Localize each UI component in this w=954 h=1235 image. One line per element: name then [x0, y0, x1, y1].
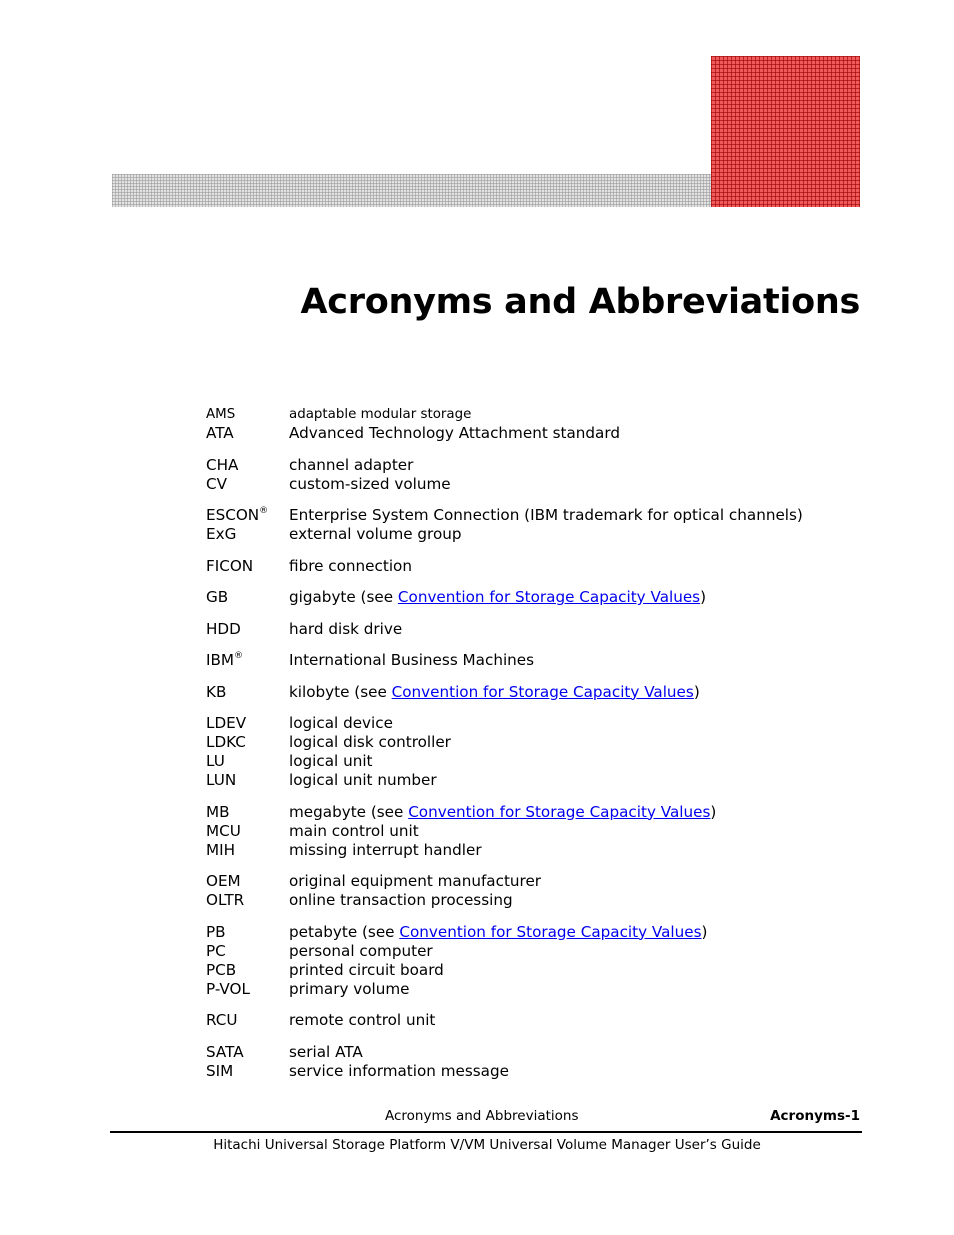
- acronym-list: [206, 405, 846, 1093]
- acronym-definition: adaptable modular storage: [289, 407, 472, 422]
- acronym-definition: International Business Machines: [289, 651, 535, 669]
- acronym-term: CV: [206, 474, 227, 493]
- acronym-term: [206, 506, 289, 525]
- acronym-definition: personal computer: [289, 941, 433, 960]
- acronym-row-pvol: [206, 980, 846, 999]
- acronym-row-cv: [206, 475, 846, 494]
- footer-guide-title: Hitachi Universal Storage Platform V/VM Universal Volume Manager User’s Guide: [213, 1137, 761, 1153]
- acronym-term: LDEV: [206, 714, 247, 732]
- acronym-definition: main control unit: [289, 821, 419, 840]
- acronym-row-pcb: [206, 961, 846, 980]
- acronym-group-a: [206, 405, 846, 443]
- acronym-term: P-VOL: [206, 979, 250, 998]
- acronym-row-lun: [206, 771, 846, 790]
- convention-link-gb[interactable]: Convention for Storage Capacity Values: [397, 588, 701, 606]
- acronym-term: MIH: [206, 840, 236, 859]
- acronym-group-k: [206, 683, 846, 702]
- acronym-term: PB: [206, 922, 226, 941]
- acronym-row-rcu: [206, 1011, 846, 1030]
- definition-prefix: kilobyte (see: [289, 682, 392, 701]
- acronym-term: PC: [206, 941, 226, 960]
- acronym-row-exg: [206, 525, 846, 544]
- acronym-term: GB: [206, 588, 229, 606]
- acronym-term-text: IBM: [206, 651, 235, 669]
- acronym-definition: Advanced Technology Attachment standard: [289, 424, 620, 442]
- acronym-group-o: [206, 872, 846, 910]
- acronym-definition: external volume group: [289, 525, 462, 543]
- definition-prefix: megabyte (see: [289, 802, 409, 821]
- acronym-term: MCU: [206, 821, 241, 840]
- acronym-definition: online transaction processing: [289, 891, 513, 909]
- acronym-term: SATA: [206, 1042, 244, 1061]
- acronym-group-i: [206, 651, 846, 670]
- acronym-row-ams: [206, 405, 846, 424]
- acronym-term: AMS: [206, 407, 236, 422]
- acronym-definition: Enterprise System Connection (IBM trademark for optical channels): [289, 506, 803, 524]
- acronym-definition: logical unit number: [289, 771, 437, 789]
- acronym-definition: hard disk drive: [289, 619, 403, 638]
- acronym-row-ibm: [206, 651, 846, 670]
- acronym-definition: [289, 923, 707, 942]
- acronym-term-text: ESCON: [206, 506, 260, 524]
- acronym-group-m: [206, 803, 846, 860]
- acronym-row-ata: [206, 424, 846, 443]
- acronym-definition: [289, 588, 706, 607]
- acronym-definition: original equipment manufacturer: [289, 872, 542, 890]
- acronym-row-oltr: [206, 891, 846, 910]
- acronym-group-s: [206, 1043, 846, 1081]
- acronym-term: [206, 651, 289, 670]
- acronym-definition: fibre connection: [289, 556, 412, 575]
- acronym-term: LUN: [206, 771, 237, 789]
- acronym-row-gb: [206, 588, 846, 607]
- acronym-term: LDKC: [206, 733, 246, 751]
- definition-prefix: gigabyte (see: [289, 588, 398, 606]
- acronym-definition: channel adapter: [289, 455, 414, 474]
- acronym-row-sata: [206, 1043, 846, 1062]
- acronym-group-p: [206, 923, 846, 999]
- acronym-group-f: [206, 557, 846, 576]
- acronym-term: RCU: [206, 1011, 238, 1029]
- acronym-row-pc: [206, 942, 846, 961]
- definition-suffix: ): [700, 588, 707, 606]
- definition-suffix: ): [710, 802, 717, 821]
- acronym-definition: logical disk controller: [289, 733, 451, 751]
- acronym-row-mb: [206, 803, 846, 822]
- acronym-definition: [289, 803, 716, 822]
- registered-mark: ®: [234, 651, 244, 661]
- footer-section-title: Acronyms and Abbreviations: [385, 1108, 579, 1124]
- acronym-term: SIM: [206, 1061, 234, 1080]
- acronym-definition: logical unit: [289, 752, 373, 770]
- acronym-term: ExG: [206, 525, 237, 543]
- acronym-term: FICON: [206, 556, 254, 575]
- acronym-row-pb: [206, 923, 846, 942]
- acronym-row-oem: [206, 872, 846, 891]
- acronym-row-mcu: [206, 822, 846, 841]
- definition-suffix: ): [701, 922, 708, 941]
- acronym-row-hdd: [206, 620, 846, 639]
- acronym-definition: remote control unit: [289, 1011, 436, 1029]
- acronym-row-ficon: [206, 557, 846, 576]
- convention-link-pb[interactable]: Convention for Storage Capacity Values: [399, 922, 702, 941]
- acronym-definition: printed circuit board: [289, 960, 444, 979]
- acronym-row-sim: [206, 1062, 846, 1081]
- acronym-definition: serial ATA: [289, 1042, 363, 1061]
- acronym-definition: primary volume: [289, 979, 410, 998]
- acronym-definition: service information message: [289, 1061, 509, 1080]
- acronym-row-lu: [206, 752, 846, 771]
- acronym-term: LU: [206, 752, 225, 770]
- acronym-definition: [289, 683, 700, 702]
- acronym-definition: logical device: [289, 714, 393, 732]
- acronym-row-cha: [206, 456, 846, 475]
- acronym-term: OEM: [206, 872, 241, 890]
- acronym-group-g: [206, 588, 846, 607]
- registered-mark: ®: [259, 506, 269, 516]
- acronym-group-h: [206, 620, 846, 639]
- acronym-row-escon: [206, 506, 846, 525]
- acronym-definition: missing interrupt handler: [289, 840, 482, 859]
- acronym-group-l: [206, 714, 846, 790]
- header-red-block: [711, 56, 860, 207]
- header-gray-band: [112, 174, 712, 207]
- acronym-term: ATA: [206, 424, 234, 442]
- convention-link-kb[interactable]: Convention for Storage Capacity Values: [391, 682, 694, 701]
- footer-page-number: Acronyms-1: [770, 1108, 860, 1124]
- acronym-term: OLTR: [206, 891, 245, 909]
- definition-prefix: petabyte (see: [289, 922, 400, 941]
- acronym-definition: custom-sized volume: [289, 474, 451, 493]
- acronym-row-ldev: [206, 714, 846, 733]
- page-title: Acronyms and Abbreviations: [300, 282, 860, 322]
- acronym-term: KB: [206, 682, 227, 701]
- acronym-group-e: [206, 506, 846, 544]
- acronym-term: MB: [206, 802, 230, 821]
- acronym-row-mih: [206, 841, 846, 860]
- acronym-term: HDD: [206, 619, 241, 638]
- acronym-term: CHA: [206, 455, 239, 474]
- acronym-group-c: [206, 456, 846, 494]
- convention-link-mb[interactable]: Convention for Storage Capacity Values: [408, 802, 711, 821]
- footer-divider: [110, 1131, 862, 1133]
- acronym-row-ldkc: [206, 733, 846, 752]
- definition-suffix: ): [693, 682, 700, 701]
- acronym-row-kb: [206, 683, 846, 702]
- acronym-term: PCB: [206, 960, 237, 979]
- acronym-group-r: [206, 1011, 846, 1030]
